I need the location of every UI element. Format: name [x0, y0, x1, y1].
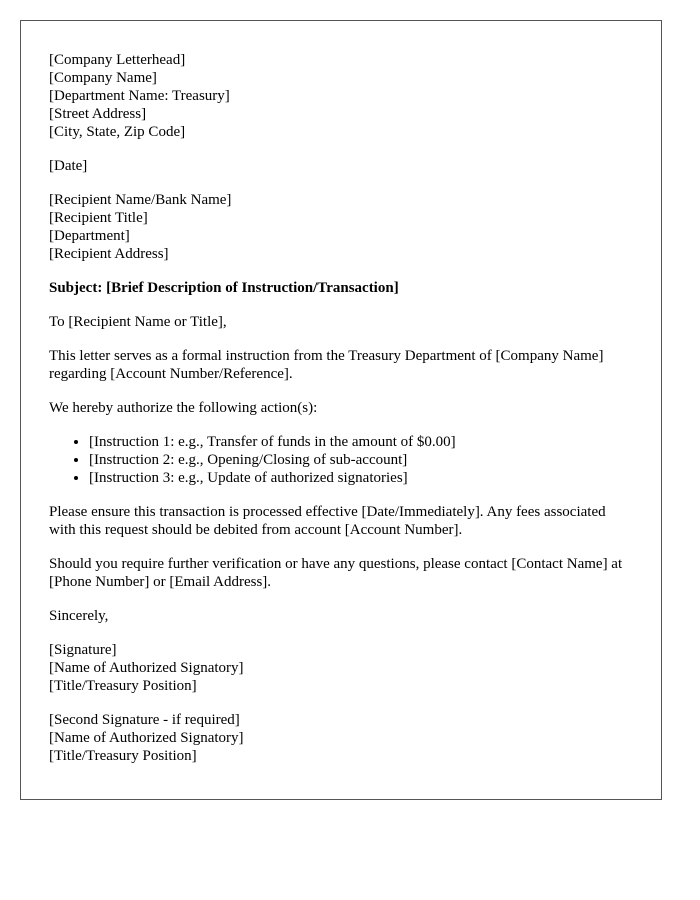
salutation: To [Recipient Name or Title], [49, 314, 227, 330]
signature-block-1 [49, 641, 633, 695]
closing: Sincerely, [49, 608, 109, 624]
recipient-name: [Recipient Name/Bank Name] [49, 192, 232, 208]
recipient-address: [Recipient Address] [49, 246, 169, 262]
recipient-block [49, 191, 633, 263]
instruction-item: • [Instruction 2: e.g., Opening/Closing of sub-account] [89, 451, 633, 469]
recipient-department: [Department] [49, 228, 130, 244]
recipient-title: [Recipient Title] [49, 210, 148, 226]
signature-block-2 [49, 711, 633, 765]
processing-paragraph: Please ensure this transaction is processed effective [Date/Immediately]. Any fees associated with this request should be debited from account [Account Number]. [49, 504, 606, 538]
signatory-title: [Title/Treasury Position] [49, 678, 197, 694]
intro-paragraph: This letter serves as a formal instruction from the Treasury Department of [Company Name] regarding [Account Number/Reference]. [49, 348, 604, 382]
sender-block [49, 51, 633, 141]
company-letterhead: [Company Letterhead] [49, 52, 186, 68]
signatory-name: [Name of Authorized Signatory] [49, 730, 244, 746]
company-name: [Company Name] [49, 70, 157, 86]
authorize-paragraph: We hereby authorize the following action(s): [49, 400, 318, 416]
letter-document [20, 20, 662, 800]
signature-placeholder: [Signature] [49, 642, 117, 658]
signatory-name: [Name of Authorized Signatory] [49, 660, 244, 676]
instruction-item: • [Instruction 1: e.g., Transfer of funds in the amount of $0.00] [89, 433, 633, 451]
second-signature-placeholder: [Second Signature - if required] [49, 712, 240, 728]
letter-date: [Date] [49, 158, 88, 174]
subject-line: Subject: [Brief Description of Instruction/Transaction] [49, 280, 399, 296]
contact-paragraph: Should you require further verification or have any questions, please contact [Contact Name] at [Phone Number] or [Email Address]. [49, 556, 623, 590]
signatory-title: [Title/Treasury Position] [49, 748, 197, 764]
date-block [49, 157, 633, 175]
city-state-zip: [City, State, Zip Code] [49, 124, 186, 140]
instruction-list [49, 433, 633, 487]
department-name: [Department Name: Treasury] [49, 88, 230, 104]
street-address: [Street Address] [49, 106, 147, 122]
instruction-item: • [Instruction 3: e.g., Update of authorized signatories] [89, 469, 633, 487]
